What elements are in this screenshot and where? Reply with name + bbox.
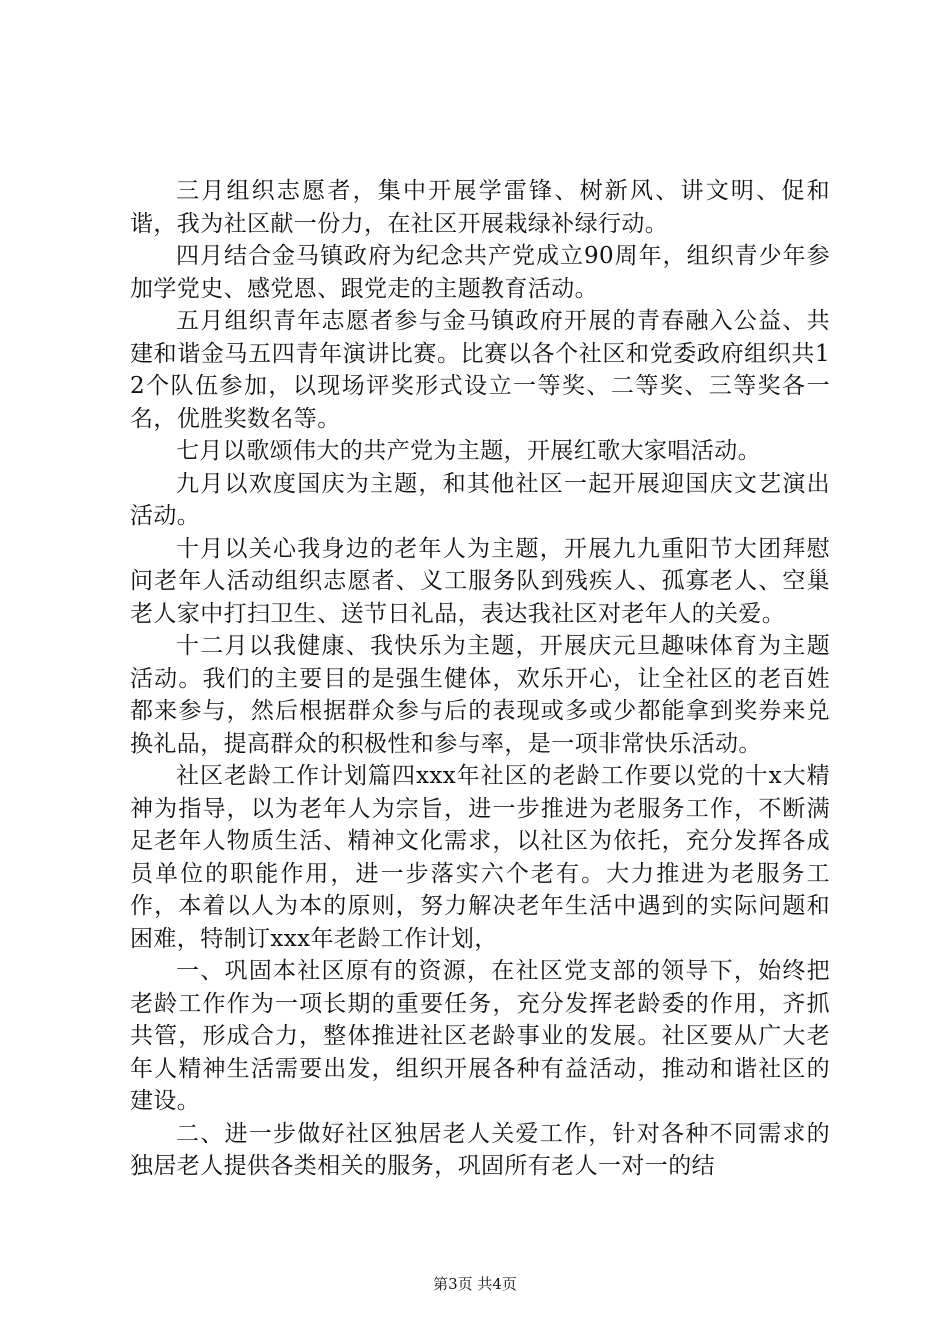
paragraph-section-two: 二、进一步做好社区独居老人关爱工作，针对各种不同需求的独居老人提供各类相关的服务，巩固所有老人一对一的结	[130, 1120, 830, 1179]
paragraph-april: 四月结合金马镇政府为纪念共产党成立90周年，组织青少年参加学党史、感党恩、跟党走的主题教育活动。	[130, 243, 830, 302]
paragraph-september: 九月以欢度国庆为主题，和其他社区一起开展迎国庆文艺演出活动。	[130, 470, 830, 529]
document-body	[130, 175, 830, 1183]
paragraph-march: 三月组织志愿者，集中开展学雷锋、树新风、讲文明、促和谐，我为社区献一份力，在社区开展栽绿补绿行动。	[130, 178, 830, 237]
paragraph-october: 十月以关心我身边的老年人为主题，开展九九重阳节大团拜慰问老年人活动组织志愿者、义工服务队到残疾人、孤寡老人、空巢老人家中打扫卫生、送节日礼品，表达我社区对老年人的关爱。	[130, 535, 830, 627]
paragraph-plan-four-intro: 社区老龄工作计划篇四xxx年社区的老龄工作要以党的十x大精神为指导，以为老年人为宗旨，进一步推进为老服务工作，不断满足老年人物质生活、精神文化需求，以社区为依托，充分发挥各成员单位的职能作用，进一步落实六个老有。大力推进为老服务工作，本着以人为本的原则，努力解决老年生活中遇到的实际问题和困难，特制订xxx年老龄工作计划，	[130, 763, 830, 952]
paragraph-july: 七月以歌颂伟大的共产党为主题，开展红歌大家唱活动。	[176, 438, 761, 464]
page-number-footer: 第3页 共4页	[433, 1275, 517, 1293]
paragraph-december: 十二月以我健康、我快乐为主题，开展庆元旦趣味体育为主题活动。我们的主要目的是强生健体，欢乐开心，让全社区的老百姓都来参与，然后根据群众参与后的表现或多或少都能拿到奖券来兑换礼品，提高群众的积极性和参与率，是一项非常快乐活动。	[130, 633, 830, 757]
paragraph-may: 五月组织青年志愿者参与金马镇政府开展的青春融入公益、共建和谐金马五四青年演讲比赛。比赛以各个社区和党委政府组织共12个队伍参加，以现场评奖形式设立一等奖、二等奖、三等奖各一名，优胜奖数名等。	[130, 308, 830, 432]
paragraph-section-one: 一、巩固本社区原有的资源，在社区党支部的领导下，始终把老龄工作作为一项长期的重要任务，充分发挥老龄委的作用，齐抓共管，形成合力，整体推进社区老龄事业的发展。社区要从广大老年人精神生活需要出发，组织开展各种有益活动，推动和谐社区的建设。	[130, 958, 830, 1114]
